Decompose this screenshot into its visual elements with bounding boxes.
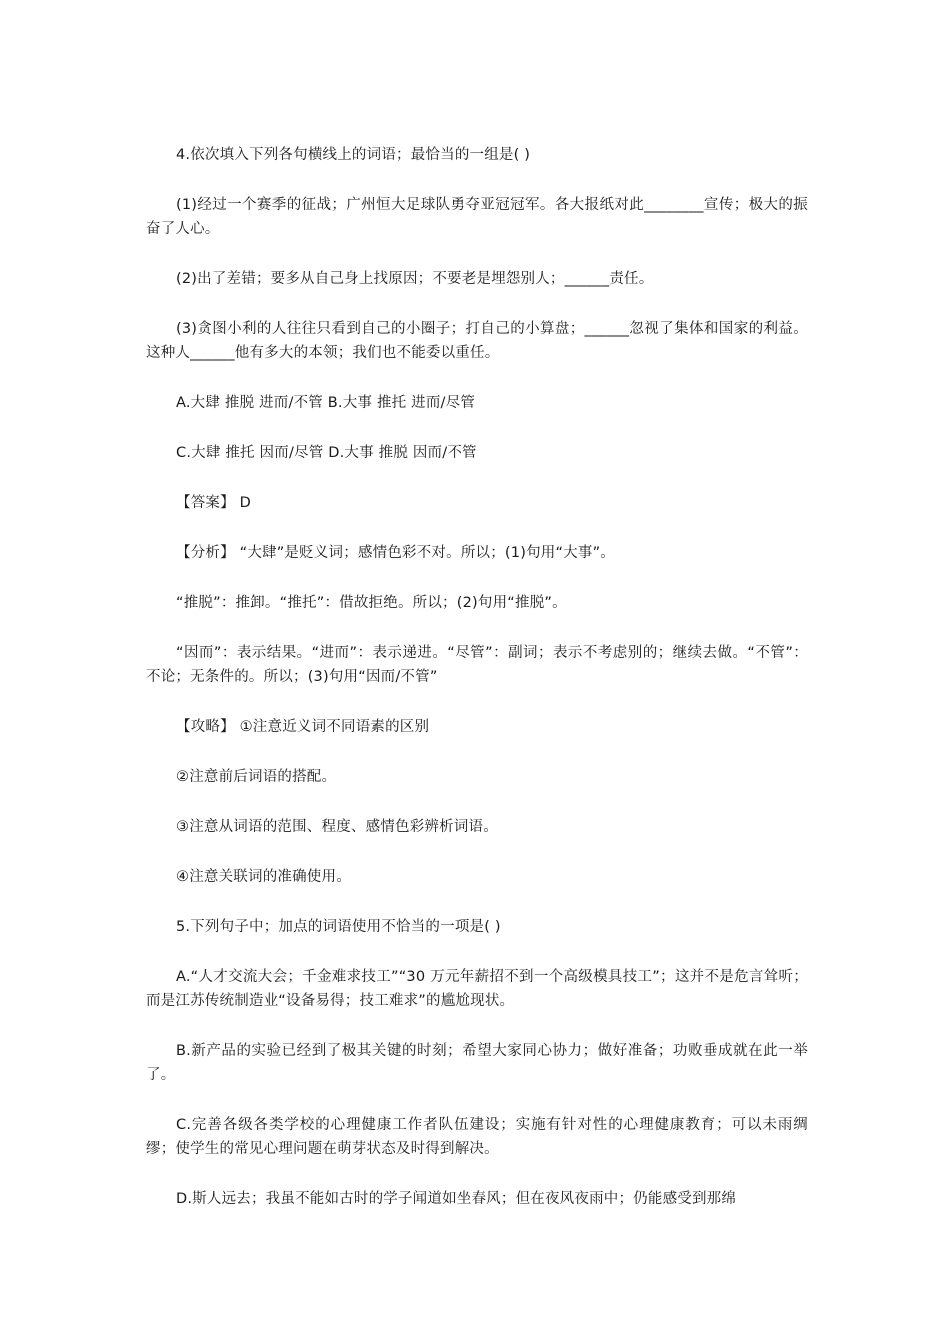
strategy-1: 【攻略】 ①注意近义词不同语素的区别 [176,719,430,735]
option-a: A.“人才交流大会；千金难求技工”“30 万元年薪招不到一个高级模具技工”；这并不是危言耸听；而是江苏传统制造业“设备易得；技工难求”的尴尬现状。 [146,969,808,1009]
strategy-2: ②注意前后词语的搭配。 [176,769,337,785]
strategy-3: ③注意从词语的范围、程度、感情色彩辨析词语。 [176,819,498,835]
analysis-2: “推脱”：推卸。“推托”：借故拒绝。所以；(2)句用“推脱”。 [176,595,567,611]
analysis-3: “因而”：表示结果。“进而”：表示递进。“尽管”：副词；表示不考虑别的；继续去做。“不管”：不论；无条件的。所以；(3)句用“因而/不管” [146,645,808,685]
sentence-1: (1)经过一个赛季的征战；广州恒大足球队勇夺亚冠冠军。各大报纸对此________宣传；极大的振奋了人心。 [146,197,808,237]
answer: 【答案】 D [176,495,251,511]
question-4-stem: 4.依次填入下列各句横线上的词语；最恰当的一组是( ) [176,147,531,163]
question-5-stem: 5.下列句子中；加点的词语使用不恰当的一项是( ) [176,919,501,935]
option-d: D.斯人远去；我虽不能如古时的学子闻道如坐春风；但在夜风夜雨中；仍能感受到那绵 [176,1191,737,1207]
sentence-3: (3)贪图小利的人往往只看到自己的小圈子；打自己的小算盘；______忽视了集体和国家的利益。这种人______他有多大的本领；我们也不能委以重任。 [146,321,808,361]
document-body [146,143,808,1237]
sentence-2: (2)出了差错；要多从自己身上找原因；不要老是埋怨别人；______责任。 [176,271,654,287]
options-a-b: A.大肆 推脱 进而/不管 B.大事 推托 进而/尽管 [176,395,476,411]
strategy-4: ④注意关联词的准确使用。 [176,869,351,885]
analysis-1: 【分析】 “大肆”是贬义词；感情色彩不对。所以；(1)句用“大事”。 [176,545,615,561]
option-b: B.新产品的实验已经到了极其关键的时刻；希望大家同心协力；做好准备；功败垂成就在此一举了。 [146,1043,808,1083]
option-c: C.完善各级各类学校的心理健康工作者队伍建设；实施有针对性的心理健康教育；可以未雨绸缪；使学生的常见心理问题在萌芽状态及时得到解决。 [146,1117,808,1157]
options-c-d: C.大肆 推托 因而/尽管 D.大事 推脱 因而/不管 [176,445,477,461]
